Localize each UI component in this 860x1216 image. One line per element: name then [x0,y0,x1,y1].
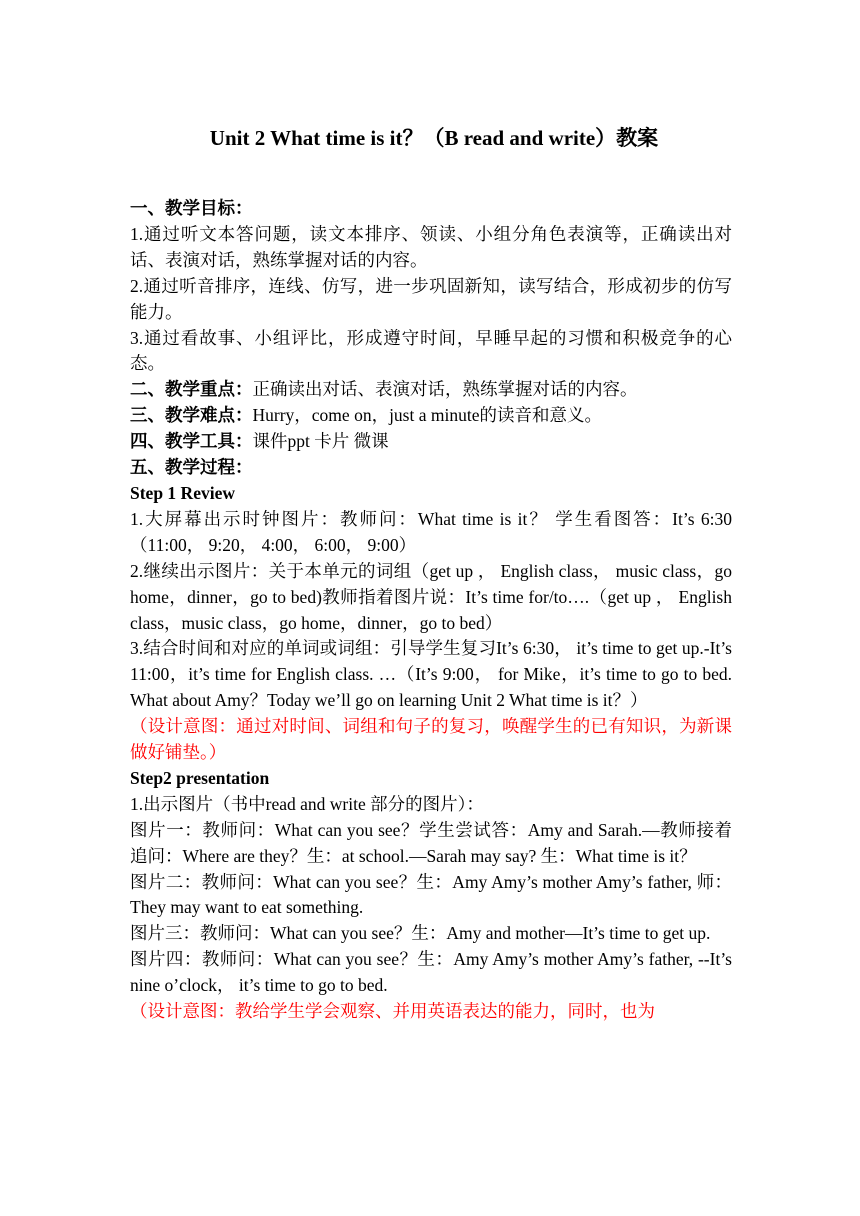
key-points-text: 正确读出对话、表演对话，熟练掌握对话的内容。 [252,379,638,400]
key-points-line [130,377,732,403]
step1-item-2: 2.继续出示图片：关于本单元的词组（get up ， English class， music class，go home，dinner，go to bed)教师指着图片说：It’s time for/to….（get up ， English class，music class，go home，dinner，go to bed） [130,560,732,633]
objective-item-2: 2.通过听音排序，连线、仿写，进一步巩固新知，读写结合，形成初步的仿写能力。 [130,275,732,322]
step1-design-note: （设计意图：通过对时间、词组和句子的复习，唤醒学生的已有知识，为新课做好铺垫。） [130,716,732,763]
document-page [130,122,732,1025]
tools-line [130,429,732,455]
step2-picture-3: 图片三：教师问：What can you see？生：Amy and mother—It’s time to get up. [130,923,711,944]
difficulties-text: Hurry，come on，just a minute的读音和意义。 [252,405,602,426]
objective-item-1: 1.通过听文本答问题，读文本排序、领读、小组分角色表演等，正确读出对话、表演对话，熟练掌握对话的内容。 [130,223,732,270]
step2-picture-4: 图片四：教师问：What can you see？生：Amy Amy’s mother Amy’s father, --It’s nine o’clock， it’s time to go to bed. [130,949,732,996]
document-body [130,196,732,1025]
step2-design-note: （设计意图：教给学生学会观察、并用英语表达的能力，同时，也为 [130,1001,655,1022]
step2-picture-1: 图片一：教师问：What can you see？学生尝试答：Amy and Sarah.—教师接着追问：Where are they？生：at school.—Sarah may say? 生：What time is it？ [130,819,732,866]
objectives-heading: 一、教学目标： [130,198,253,218]
step2-heading: Step2 presentation [130,767,270,788]
process-heading: 五、教学过程： [130,457,253,478]
objective-item-3: 3.通过看故事、小组评比，形成遵守时间，早睡早起的习惯和积极竞争的心态。 [130,327,732,374]
step2-picture-2: 图片二：教师问：What can you see？生：Amy Amy’s mother Amy’s father, 师：They may want to eat something. [130,871,732,918]
step1-item-1: 1.大屏幕出示时钟图片：教师问：What time is it？ 学生看图答：It’s 6:30（11:00， 9:20， 4:00， 6:00， 9:00） [130,508,732,555]
step2-item-1: 1.出示图片（书中read and write 部分的图片）： [130,793,484,814]
document-title: Unit 2 What time is it？（B read and write）教案 [209,126,659,150]
difficulties-heading: 三、教学难点： [130,405,253,426]
tools-text: 课件ppt 卡片 微课 [252,431,389,452]
tools-heading: 四、教学工具： [130,431,253,452]
difficulties-line [130,403,732,429]
step1-heading: Step 1 Review [130,482,235,503]
step1-item-3: 3.结合时间和对应的单词或词组：引导学生复习It’s 6:30， it’s time to get up.-It’s 11:00，it’s time for English class. …（It’s 9:00， for Mike，it’s time to go to bed. What about Amy？Today we’ll go on learning Unit 2 What time is it？） [130,638,732,711]
key-points-heading: 二、教学重点： [130,379,253,400]
